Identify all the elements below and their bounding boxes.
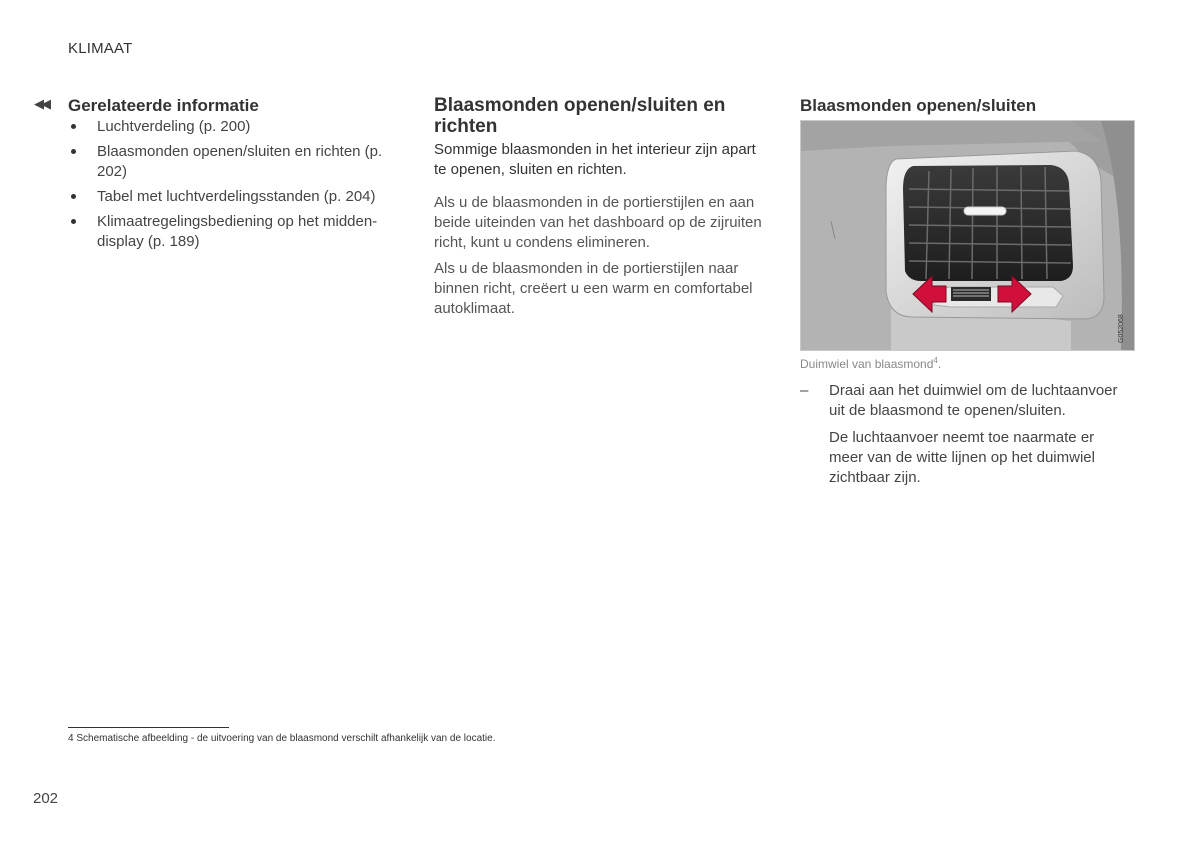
footnote-ref[interactable]: 4: [933, 356, 938, 365]
subsection-title: Blaasmonden openen/sluiten: [800, 96, 1037, 115]
step-dash: –: [800, 382, 809, 399]
air-vent-illustration: [800, 120, 1135, 351]
step-text: Draai aan het duimwiel om de luchtaanvoer uit de blaasmond te openen/sluiten.: [829, 382, 1118, 419]
related-link[interactable]: Tabel met luchtverdelingsstanden (p. 204): [97, 188, 376, 205]
related-link[interactable]: Klimaatregelingsbediening op het midden-display (p. 189): [97, 213, 378, 250]
figure-caption: Duimwiel van blaasmond$^4$.: [800, 356, 942, 371]
article-title: Blaasmonden openen/sluiten en richten: [434, 95, 726, 137]
related-link[interactable]: Luchtverdeling (p. 200): [97, 118, 251, 135]
article-intro: Sommige blaasmonden in het interieur zijn apart te openen, sluiten en richten.: [434, 141, 756, 178]
footnote: 4 Schematische afbeelding - de uitvoering van de blaasmond verschilt afhankelijk van de locatie.: [68, 733, 496, 744]
double-left-arrow-icon[interactable]: ◀◀: [34, 96, 48, 111]
page-number: 202: [33, 790, 59, 807]
footnote-divider: [68, 727, 229, 728]
figure-code: G052068: [1118, 314, 1125, 343]
instruction-step: [800, 381, 1130, 421]
related-info-title: Gerelateerde informatie: [68, 96, 259, 115]
bullet-icon: [71, 194, 76, 199]
section-header: KLIMAAT: [68, 40, 133, 57]
related-link-item[interactable]: [68, 187, 388, 207]
related-link-item[interactable]: [68, 117, 388, 137]
bullet-icon: [71, 149, 76, 154]
related-link-item[interactable]: [68, 212, 388, 252]
related-links-list: [68, 117, 388, 257]
step-note: De luchtaanvoer neemt toe naarmate er meer van de witte lijnen op het duimwiel zichtbaar zijn.: [829, 429, 1095, 486]
bullet-icon: [71, 124, 76, 129]
article-paragraph: Als u de blaasmonden in de portierstijlen naar binnen richt, creëert u een warm en comfortabel autoklimaat.: [434, 260, 753, 317]
article-paragraph: Als u de blaasmonden in de portierstijlen en aan beide uiteinden van het dashboard op de zijruiten richt, kunt u condens elimineren.: [434, 194, 762, 251]
related-link[interactable]: Blaasmonden openen/sluiten en richten (p. 202): [97, 143, 383, 180]
related-link-item[interactable]: [68, 142, 388, 182]
bullet-icon: [71, 219, 76, 224]
